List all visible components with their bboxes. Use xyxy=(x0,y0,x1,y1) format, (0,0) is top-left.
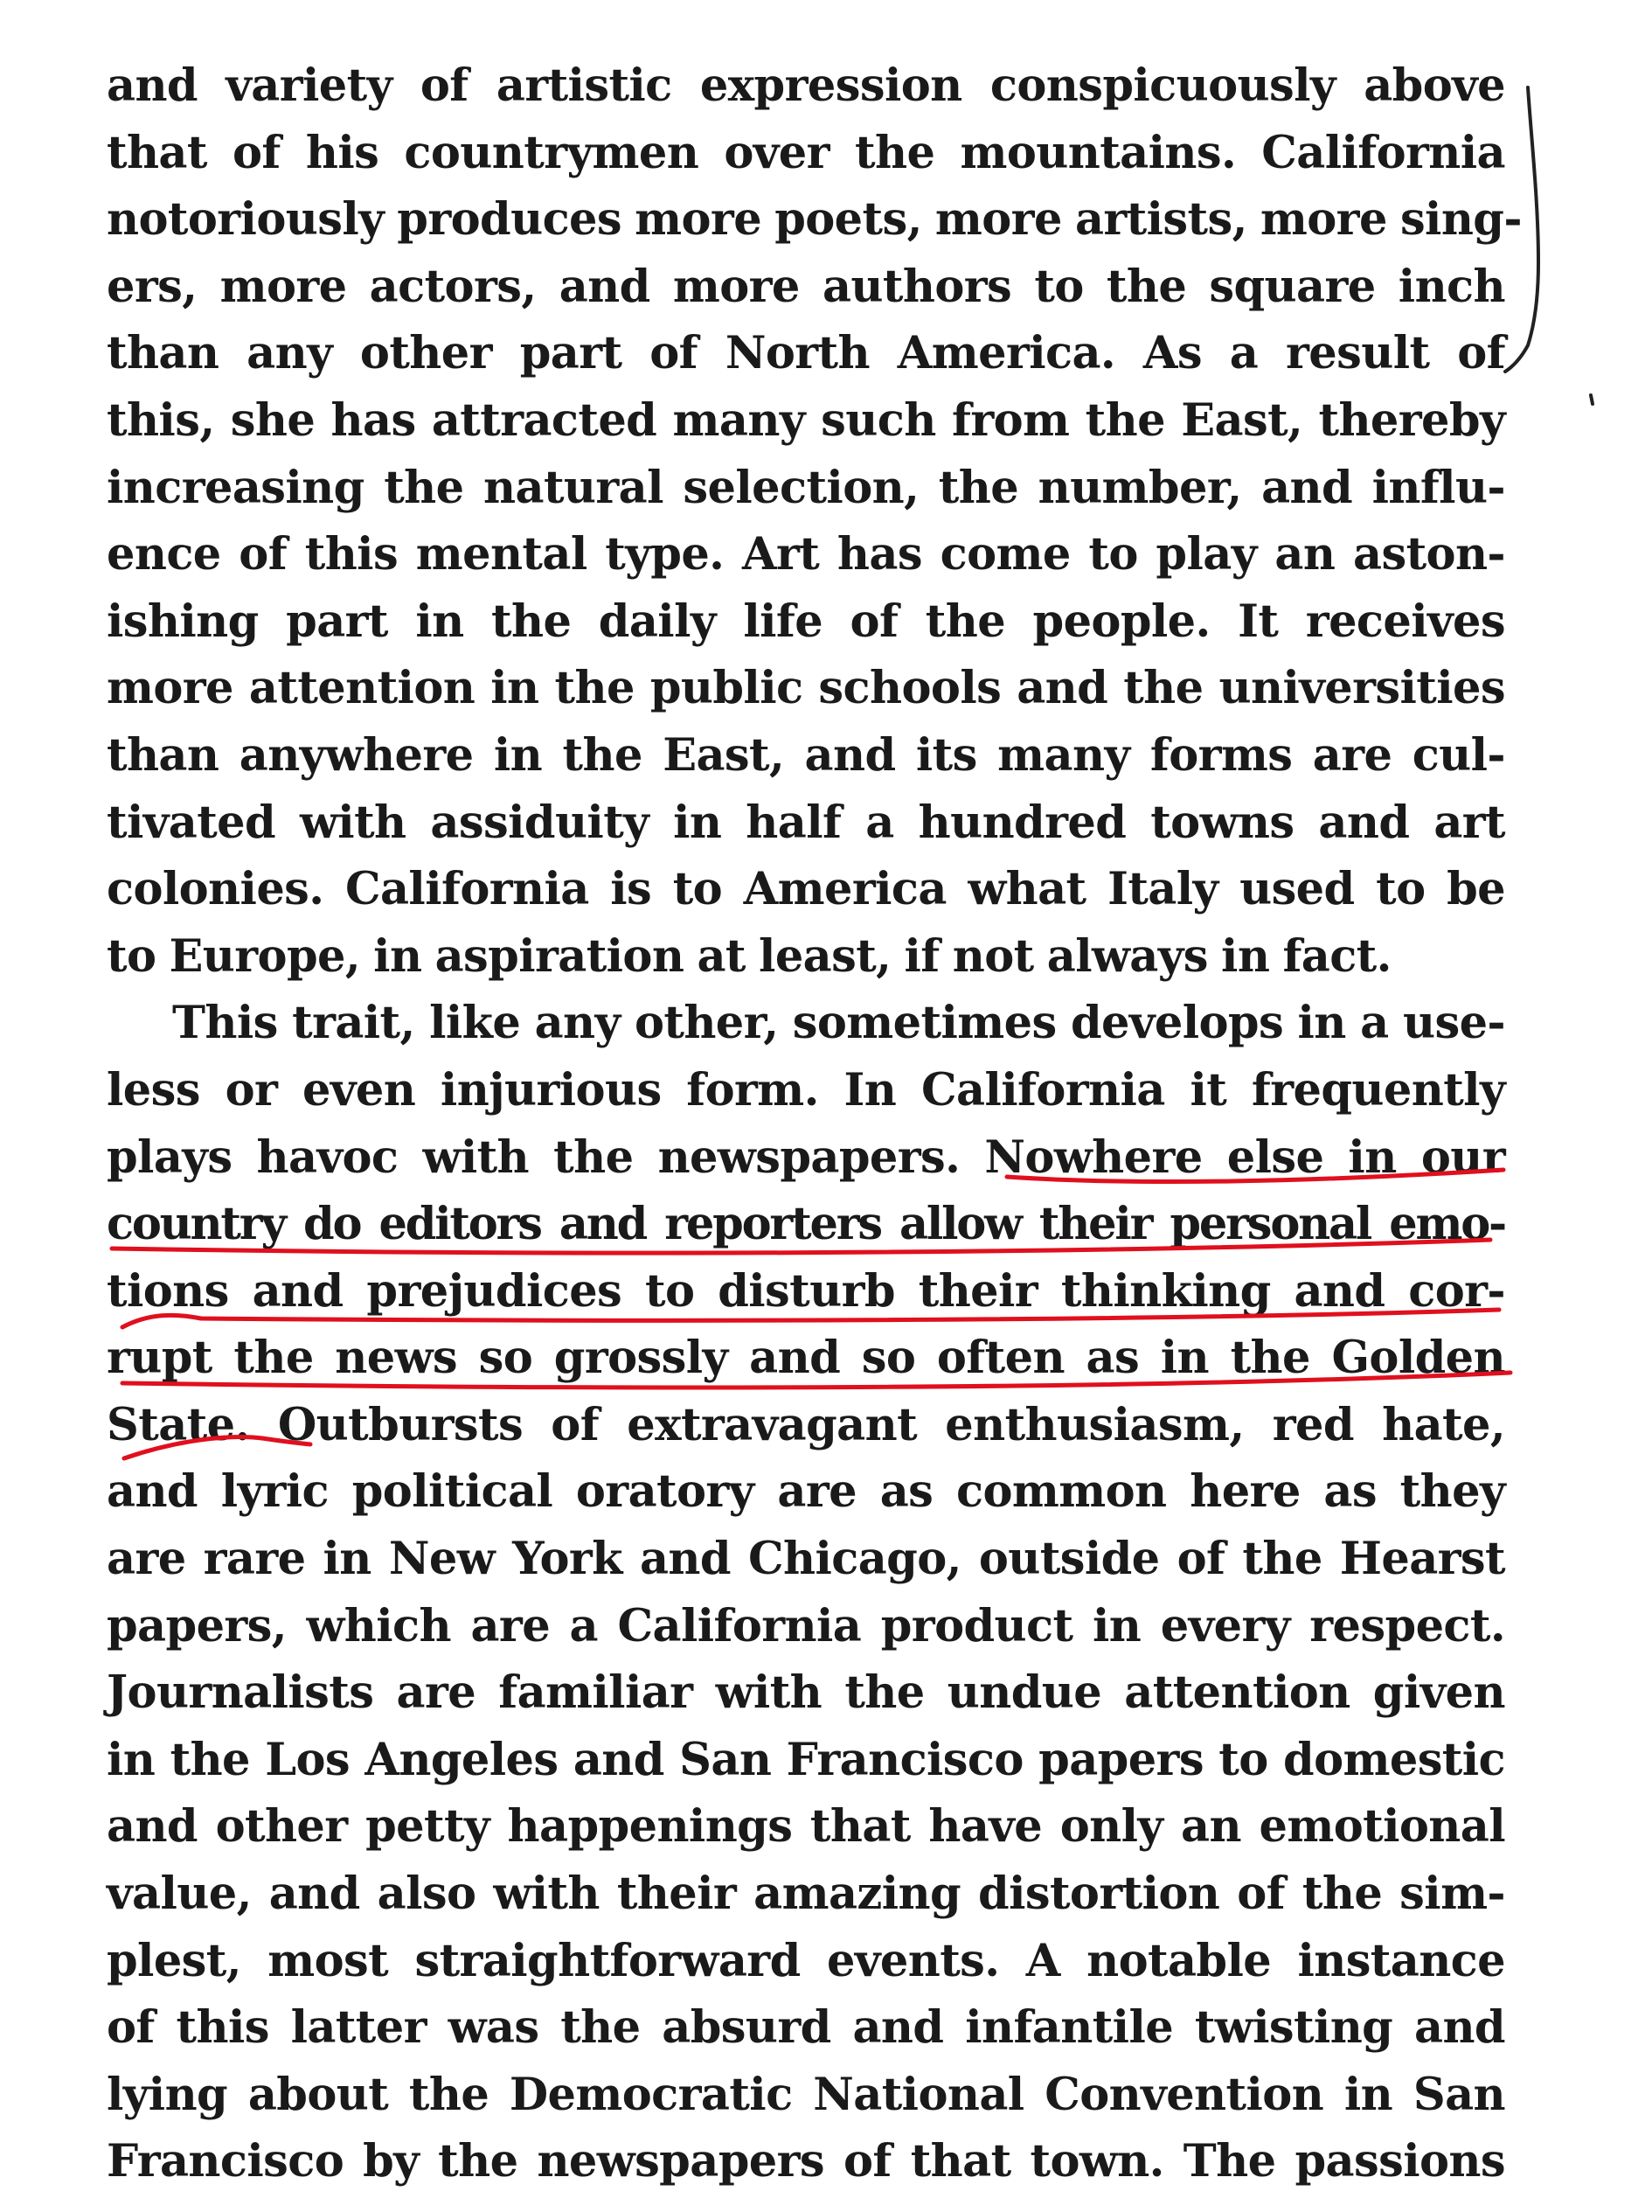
text-line-highlighted: rupt the news so grossly and so often as in the Golden xyxy=(107,1332,1505,1385)
text-line: increasing the natural selection, the number, and influ- xyxy=(107,461,1505,514)
text-line: ence of this mental type. Art has come to play an aston- xyxy=(107,528,1505,581)
margin-tick-mark xyxy=(1591,395,1593,404)
text-line: in the Los Angeles and San Francisco papers to domestic xyxy=(107,1733,1505,1786)
text-line-highlighted: country do editors and reporters allow their personal emo- xyxy=(107,1198,1505,1251)
text-line: papers, which are a California product in every respect. xyxy=(107,1599,1505,1652)
book-page xyxy=(107,52,1522,2195)
text-line: notoriously produces more poets, more artists, more sing- xyxy=(107,193,1522,247)
text-line: of this latter was the absurd and infantile twisting and xyxy=(107,2001,1505,2055)
text-line: than any other part of North America. As a result of xyxy=(107,327,1505,380)
text-line: less or even injurious form. In California it frequently xyxy=(107,1063,1505,1116)
text-line: This trait, like any other, sometimes develops in a use- xyxy=(172,997,1505,1050)
text-line: Journalists are familiar with the undue attention given xyxy=(107,1666,1505,1720)
text-line: are rare in New York and Chicago, outside of the Hearst xyxy=(107,1533,1505,1586)
text-line: State. Outbursts of extravagant enthusiasm, red hate, xyxy=(107,1398,1505,1451)
text-line: ers, more actors, and more authors to the square inch xyxy=(107,260,1505,313)
text-line: tivated with assiduity in half a hundred towns and art xyxy=(107,796,1505,849)
text-line: colonies. California is to America what Italy used to be xyxy=(107,863,1505,916)
text-line: than anywhere in the East, and its many forms are cul- xyxy=(107,728,1505,782)
text-line-highlighted: tions and prejudices to disturb their thinking and cor- xyxy=(107,1264,1505,1318)
text-line: and other petty happenings that have only an emotional xyxy=(107,1800,1505,1854)
text-line: Francisco by the newspapers of that town. The passions xyxy=(107,2135,1505,2188)
text-line: plays havoc with the newspapers. Nowhere else in our xyxy=(107,1130,1505,1184)
text-line: that of his countrymen over the mountains. California xyxy=(107,126,1505,179)
paragraph-2 xyxy=(107,990,1505,2195)
text-line: this, she has attracted many such from the East, thereby xyxy=(107,393,1505,447)
text-line: and variety of artistic expression conspicuously above xyxy=(107,59,1505,112)
text-line: plest, most straightforward events. A notable instance xyxy=(107,1934,1505,1987)
text-line: lying about the Democratic National Convention in San xyxy=(107,2068,1505,2121)
text-line: to Europe, in aspiration at least, if not always in fact. xyxy=(107,929,1392,983)
text-line: ishing part in the daily life of the people. It receives xyxy=(107,595,1505,648)
paragraph-1 xyxy=(107,52,1522,990)
text-line: and lyric political oratory are as common here as they xyxy=(107,1465,1505,1519)
text-line: value, and also with their amazing distortion of the sim- xyxy=(107,1868,1505,1921)
text-line: more attention in the public schools and the universities xyxy=(107,662,1505,715)
